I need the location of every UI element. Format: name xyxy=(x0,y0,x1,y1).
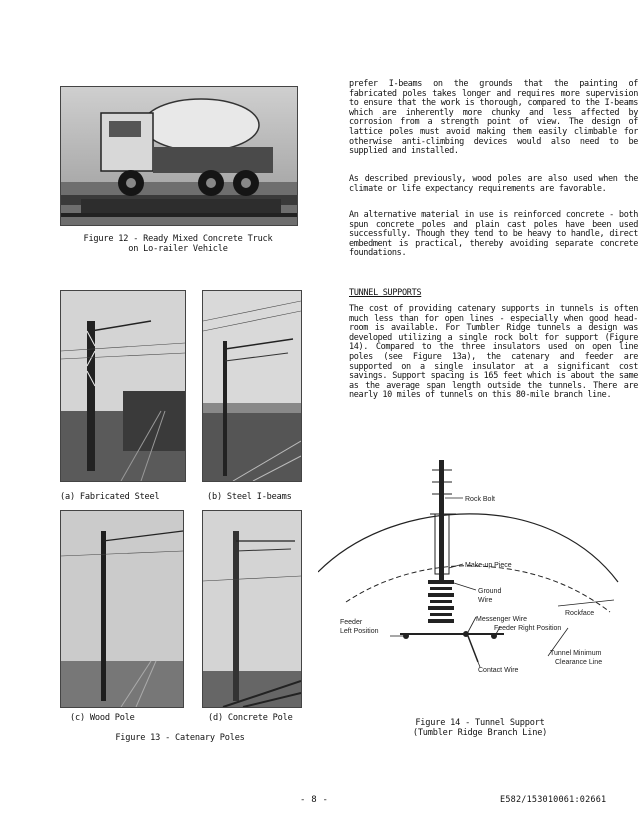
figure-13c-photo xyxy=(60,510,184,708)
label-left-position: Left Position xyxy=(340,628,379,635)
page-number: - 8 - xyxy=(300,795,329,805)
document-code: E582/153010061:02661 xyxy=(500,795,607,805)
contact-wire-hanger xyxy=(468,636,478,662)
label-feeder: Feeder xyxy=(340,619,363,626)
figure-13d-photo xyxy=(202,510,302,708)
label-rockface: Rockface xyxy=(565,610,595,617)
figure-14-caption-line2: (Tumbler Ridge Branch Line) xyxy=(412,728,548,738)
figure-13c-label: (c) Wood Pole xyxy=(70,713,135,723)
figure-12-caption xyxy=(60,234,296,254)
figure-12-photo xyxy=(60,86,298,226)
label-feeder-right: Feeder Right Position xyxy=(494,625,562,632)
figure-13b-label: (b) Steel I-beams xyxy=(207,492,292,502)
figure-14-caption-line1: Figure 14 - Tunnel Support xyxy=(415,718,545,728)
label-ground: Ground xyxy=(478,588,502,595)
figure-14-caption xyxy=(400,718,560,738)
paragraph-4: The cost of providing catenary supports in tunnels is often much less than for open lines - especially when good head-room is available. For Tumbler Ridge tunnels a design was developed utilizing a single rock bolt for support (Figure 14). Compared to the three insulators used on open line poles (see Figure 13a), the catenary and feeder are supported on a single insulator at a significant cost savings. Support spacing is 165 feet which is about the same as the average span length outside the tunnels. There are nearly 10 miles of tunnels on this 80-mile branch line. xyxy=(349,304,638,401)
label-rock-bolt: Rock Bolt xyxy=(465,496,495,503)
rock-bolt xyxy=(439,460,444,580)
label-tunnel-minimum: Tunnel Minimum xyxy=(550,650,602,657)
figure-14-diagram xyxy=(318,452,638,684)
label-messenger-wire: Messenger Wire xyxy=(476,616,527,623)
insulator-stack xyxy=(428,580,454,623)
label-clearance-line: Clearance Line xyxy=(555,659,603,666)
label-wire: Wire xyxy=(478,597,493,604)
figure-13a-label: (a) Fabricated Steel xyxy=(60,492,160,502)
figure-13d-label: (d) Concrete Pole xyxy=(208,713,293,723)
label-contact-wire: Contact Wire xyxy=(478,667,519,674)
paragraph-2: As described previously, wood poles are also used when the climate or life expectancy requirements are favorable. xyxy=(349,174,638,194)
paragraph-1: prefer I-beams on the grounds that the painting of fabricated poles takes longer and requires more supervision to ensure that the work is thorough, compared to the I-beams which are inherently more chunky and less affected by corrosion from a strength point of view. The design of lattice poles must avoid making them easily climbable for otherwise anti-climbing devices would also need to be supplied and installed. xyxy=(349,79,638,157)
figure-13a-photo xyxy=(60,290,186,482)
figure-13-caption: Figure 13 - Catenary Poles xyxy=(115,733,245,743)
figure-13b-photo xyxy=(202,290,302,482)
rockface-line xyxy=(318,514,618,582)
section-heading: TUNNEL SUPPORTS xyxy=(349,288,422,298)
label-makeup-piece: Make-up Piece xyxy=(465,562,512,569)
truck-illustration xyxy=(61,87,297,225)
figure-12-caption-line2: on Lo-railer Vehicle xyxy=(128,244,228,254)
paragraph-3: An alternative material in use is reinforced concrete - both spun concrete poles and plain cast poles have been used successfully. Though they tend to be heavy to handle, direct embedment is practical, thereby avoiding separate concrete foundations. xyxy=(349,210,638,259)
figure-12-caption-line1: Figure 12 - Ready Mixed Concrete Truck xyxy=(83,234,273,244)
